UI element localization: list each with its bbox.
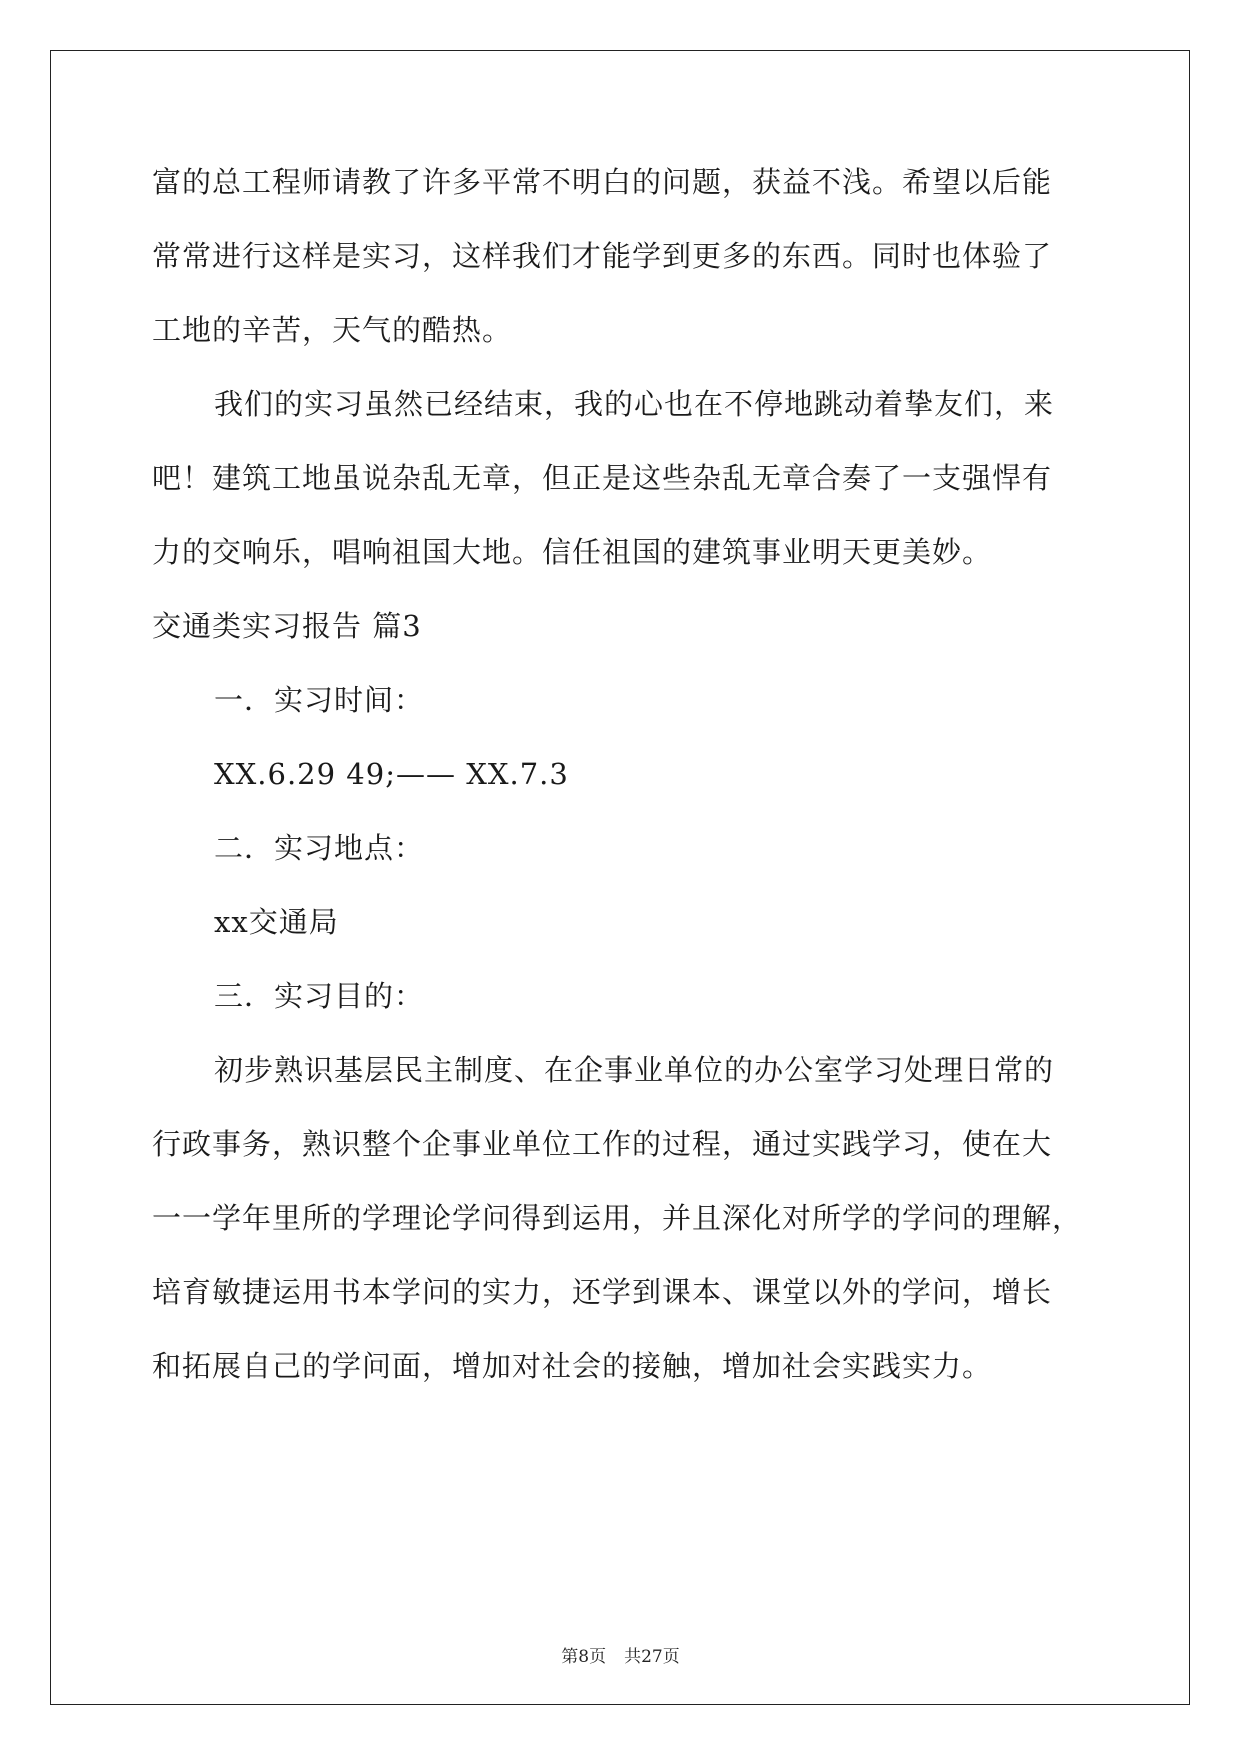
subheading-location: 二．实习地点： [214, 831, 425, 865]
location-value: xx交通局 [214, 905, 339, 939]
page-total: 共27页 [624, 1647, 680, 1667]
paragraph-line: 一一学年里所的学理论学问得到运用，并且深化对所学的学问的理解， [152, 1201, 1083, 1235]
section-heading: 交通类实习报告 篇3 [152, 609, 422, 643]
date-range: XX.6.29 49;—— XX.7.3 [214, 757, 569, 791]
paragraph-line: 常常进行这样是实习，这样我们才能学到更多的东西。同时也体验了 [152, 239, 1053, 273]
subheading-time: 一．实习时间： [214, 683, 425, 717]
paragraph-line: 工地的辛苦，天气的酷热。 [152, 313, 513, 347]
paragraph-line: 富的总工程师请教了许多平常不明白的问题，获益不浅。希望以后能 [152, 165, 1053, 199]
paragraph-line: 吧！建筑工地虽说杂乱无章，但正是这些杂乱无章合奏了一支强悍有 [152, 461, 1053, 495]
subheading-purpose: 三．实习目的： [214, 979, 425, 1013]
page-number: 第8页 [561, 1647, 607, 1667]
paragraph-line: 力的交响乐，唱响祖国大地。信任祖国的建筑事业明天更美妙。 [152, 535, 993, 569]
page-footer [0, 1642, 1241, 1667]
paragraph-line: 初步熟识基层民主制度、在企事业单位的办公室学习处理日常的 [214, 1053, 1055, 1087]
paragraph-line: 和拓展自己的学问面，增加对社会的接触，增加社会实践实力。 [152, 1349, 993, 1383]
paragraph-line: 行政事务，熟识整个企事业单位工作的过程，通过实践学习，使在大 [152, 1127, 1053, 1161]
paragraph-line: 培育敏捷运用书本学问的实力，还学到课本、课堂以外的学问，增长 [152, 1275, 1053, 1309]
page-border [50, 50, 1190, 1705]
paragraph-line: 我们的实习虽然已经结束，我的心也在不停地跳动着挚友们，来 [214, 387, 1055, 421]
